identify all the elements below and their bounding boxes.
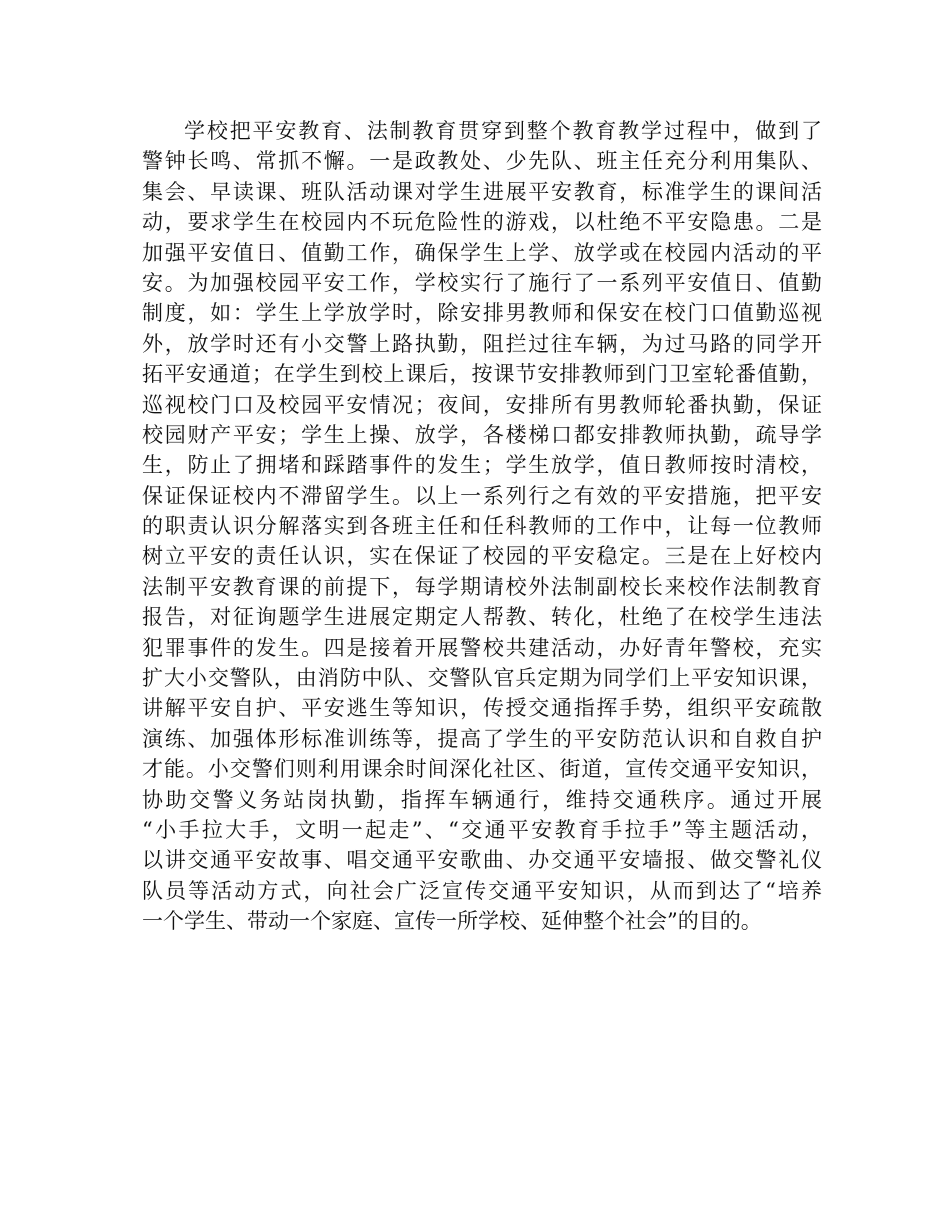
- paragraph-line: 生，防止了拥堵和踩踏事件的发生；学生放学，值日教师按时清校，: [142, 453, 822, 478]
- paragraph-line: 保证保证校内不滞留学生。以上一系列行之有效的平安措施，把平安: [142, 483, 822, 508]
- paragraph-line: 扩大小交警队，由消防中队、交警队官兵定期为同学们上平安知识课，: [142, 666, 822, 691]
- paragraph-line: 报告，对征询题学生进展定期定人帮教、转化，杜绝了在校学生违法: [142, 605, 822, 630]
- paragraph-line: 校园财产平安；学生上操、放学，各楼梯口都安排教师执勤，疏导学: [142, 422, 822, 447]
- paragraph-line: 学校把平安教育、法制教育贯穿到整个教育教学过程中，做到了: [184, 119, 822, 143]
- body-paragraph: [142, 116, 822, 937]
- paragraph-line: 外，放学时还有小交警上路执勤，阻拦过往车辆，为过马路的同学开: [142, 331, 822, 356]
- paragraph-line: 巡视校门口及校园平安情况；夜间，安排所有男教师轮番执勤，保证: [142, 392, 822, 417]
- paragraph-line: 犯罪事件的发生。四是接着开展警校共建活动，办好青年警校，充实: [142, 635, 822, 660]
- paragraph-line: 安。为加强校园平安工作，学校实行了施行了一系列平安值日、值勤: [142, 270, 822, 295]
- paragraph-line: 拓平安通道；在学生到校上课后，按课节安排教师到门卫室轮番值勤，: [142, 362, 822, 387]
- paragraph-line: “小手拉大手，文明一起走”、“交通平安教育手拉手”等主题活动，: [142, 817, 822, 842]
- paragraph-line: 警钟长鸣、常抓不懈。一是政教处、少先队、班主任充分利用集队、: [142, 149, 822, 174]
- paragraph-line: 法制平安教育课的前提下，每学期请校外法制副校长来校作法制教育: [142, 574, 822, 599]
- paragraph-line: 队员等活动方式，向社会广泛宣传交通平安知识，从而到达了“培养: [142, 878, 822, 903]
- paragraph-line: 制度，如：学生上学放学时，除安排男教师和保安在校门口值勤巡视: [142, 301, 822, 326]
- paragraph-line: 动，要求学生在校园内不玩危险性的游戏，以杜绝不平安隐患。二是: [142, 210, 822, 235]
- paragraph-line: 以讲交通平安故事、唱交通平安歌曲、办交通平安墙报、做交警礼仪: [142, 848, 822, 873]
- paragraph-line: 演练、加强体形标准训练等，提高了学生的平安防范认识和自救自护: [142, 726, 822, 751]
- paragraph-line: 讲解平安自护、平安逃生等知识，传授交通指挥手势，组织平安疏散: [142, 696, 822, 721]
- paragraph-line: 树立平安的责任认识，实在保证了校园的平安稳定。三是在上好校内: [142, 544, 822, 569]
- paragraph-line: 协助交警义务站岗执勤，指挥车辆通行，维持交通秩序。通过开展: [142, 787, 822, 812]
- paragraph-line: 集会、早读课、班队活动课对学生进展平安教育，标准学生的课间活: [142, 179, 822, 204]
- paragraph-line: 才能。小交警们则利用课余时间深化社区、街道，宣传交通平安知识，: [142, 757, 822, 782]
- paragraph-line: 加强平安值日、值勤工作，确保学生上学、放学或在校园内活动的平: [142, 240, 822, 265]
- paragraph-line: 的职责认识分解落实到各班主任和任科教师的工作中，让每一位教师: [142, 514, 822, 539]
- paragraph-line: 一个学生、带动一个家庭、宣传一所学校、延伸整个社会”的目的。: [142, 909, 762, 934]
